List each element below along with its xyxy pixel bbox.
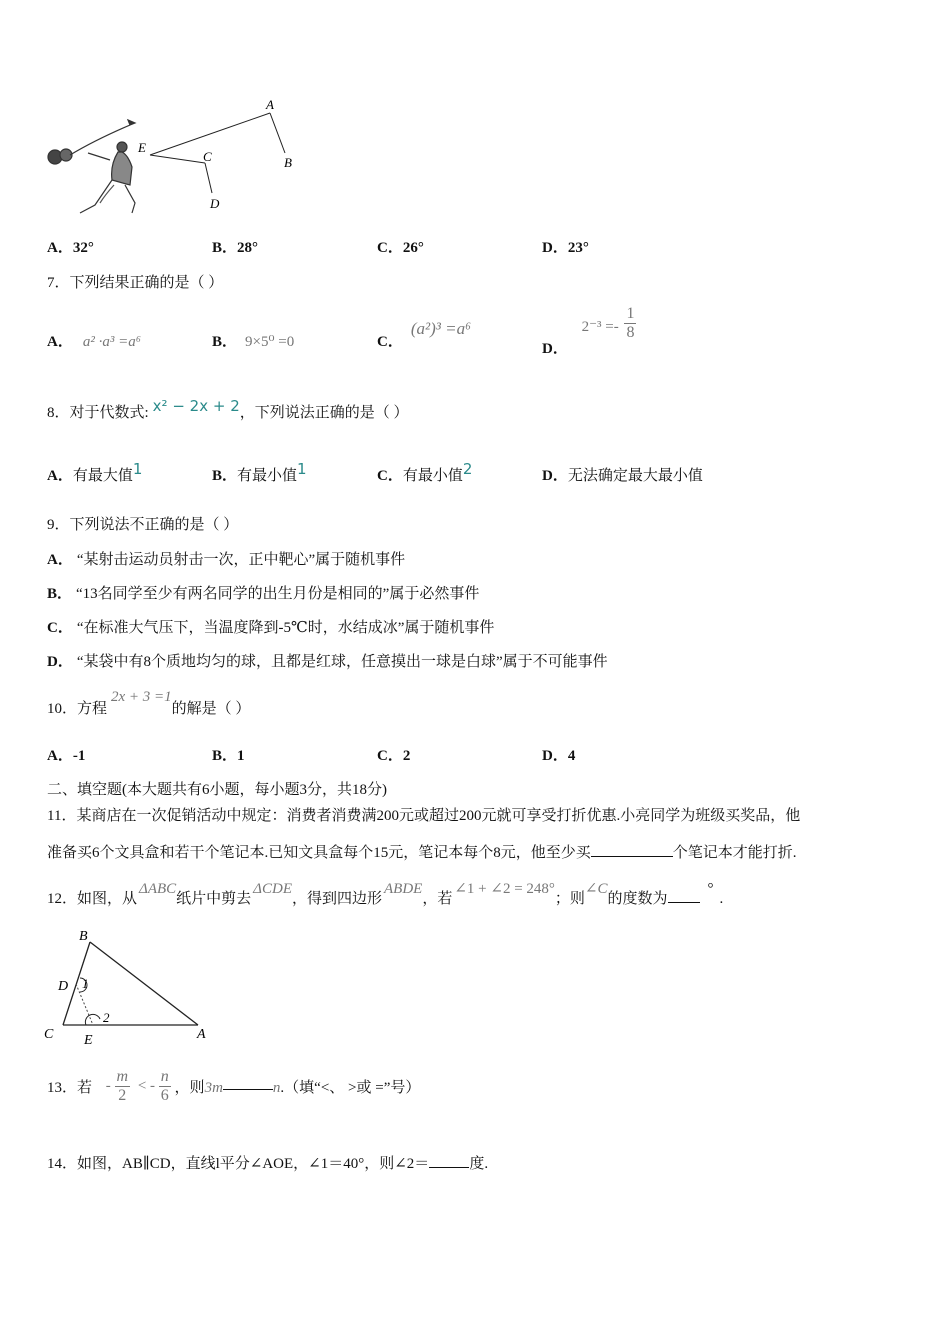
angle2-arc [85, 1014, 100, 1025]
q12-stem: 12．如图，从ΔABC纸片中剪去ΔCDE，得到四边形ABDE，若∠1 + ∠2 = 248°；则∠C的度数为°. [47, 881, 724, 907]
q9-option-b[interactable]: B． “13名同学至少有两名同学的出生月份是相同的”属于必然事件 [47, 586, 480, 602]
q14-stem: 14．如图，AB∥CD，直线l平分∠AOE，∠1＝40°，则∠2＝ 度. [47, 1152, 488, 1173]
q9-option-d[interactable]: D． “某袋中有8个质地均匀的球，且都是红球，任意摸出一球是白球”属于不可能事件 [47, 654, 608, 670]
q6-option-d[interactable]: D．23° [542, 240, 589, 256]
label-E: E [84, 1033, 93, 1048]
q11-line2: 准备买6个文具盒和若干个笔记本.已知文具盒每个15元，笔记本每个8元，他至少买 个笔记本才能打折. [47, 841, 797, 862]
q8-option-c[interactable]: C．有最小值2 [377, 460, 473, 484]
q7-option-a[interactable]: A． a² ·a³ =a⁶ [47, 334, 141, 350]
q13-answer-blank[interactable] [223, 1075, 273, 1090]
q6-option-c[interactable]: C．26° [377, 240, 424, 256]
q7-d-frac-num: 1 [626, 305, 635, 322]
figure-q12-svg [40, 922, 220, 1052]
q11-line1: 11．某商店在一次促销活动中规定：消费者消费满200元或超过200元就可享受打折优惠.小亮同学为班级买奖品，他 [47, 808, 801, 824]
q9-option-c[interactable]: C． “在标准大气压下，当温度降到-5℃时，水结成冰”属于随机事件 [47, 620, 495, 636]
q10-option-c[interactable]: C．2 [377, 748, 411, 764]
label-C: C [44, 1027, 54, 1042]
q8-stem: 8．对于代数式: x² − 2x + 2，下列说法正确的是（ ） [47, 397, 409, 421]
q6-option-a[interactable]: A．32° [47, 240, 94, 256]
q7-option-d[interactable]: D． 2⁻³ =- $\frac{1}{8}$ [542, 305, 635, 357]
label-B: B [284, 155, 292, 170]
label-E: E [138, 140, 146, 155]
q14-answer-blank[interactable] [429, 1153, 469, 1168]
label-angle2: 2 [103, 1010, 110, 1025]
line-EC [150, 155, 205, 163]
q10-option-a[interactable]: A．-1 [47, 748, 86, 764]
q8-option-d[interactable]: D．无法确定最大最小值 [542, 468, 703, 484]
dancer-illustration [48, 120, 135, 213]
label-D: D [58, 979, 69, 994]
q12-answer-blank[interactable] [668, 888, 700, 903]
label-C: C [203, 149, 212, 164]
section2-title: 二、填空题(本大题共有6小题，每小题3分，共18分) [47, 782, 387, 798]
q8-option-a[interactable]: A．有最大值1 [47, 460, 143, 484]
label-D: D [210, 196, 220, 211]
q10-equation: 2x + 3 =1 [111, 689, 172, 705]
line-CD [205, 163, 212, 193]
figure-q6-svg [40, 95, 310, 220]
line-AB [270, 113, 285, 153]
q8-expression: x² − 2x + 2 [152, 397, 240, 415]
q10-option-b[interactable]: B．1 [212, 748, 245, 764]
q7-option-b[interactable]: B． 9×5⁰ =0 [212, 334, 295, 350]
q7-option-c[interactable]: C．(a²)³ =a⁶ [377, 319, 471, 350]
figure-q6 [40, 95, 310, 220]
q7-d-frac-den: 8 [626, 324, 635, 341]
q9-option-a[interactable]: A． “某射击运动员射击一次，正中靶心”属于随机事件 [47, 552, 406, 568]
q6-option-b[interactable]: B．28° [212, 240, 259, 256]
q13-stem: 13．若 - $\frac{m}{2}$ < - $\frac{n}{6}$ ，则3m n.（填“<、 >或 =”号） [47, 1068, 421, 1104]
label-A: A [266, 97, 274, 112]
label-angle1: 1 [82, 976, 89, 991]
q7-stem: 7．下列结果正确的是（ ） [47, 275, 224, 291]
q10-stem: 10．方程2x + 3 =1的解是（ ） [47, 689, 251, 717]
label-B: B [79, 929, 88, 944]
q11-answer-blank[interactable] [591, 842, 673, 857]
q8-option-b[interactable]: B．有最小值1 [212, 460, 307, 484]
q9-stem: 9．下列说法不正确的是（ ） [47, 517, 239, 533]
q10-option-d[interactable]: D．4 [542, 748, 576, 764]
label-A: A [197, 1027, 206, 1042]
figure-q12 [40, 922, 220, 1052]
